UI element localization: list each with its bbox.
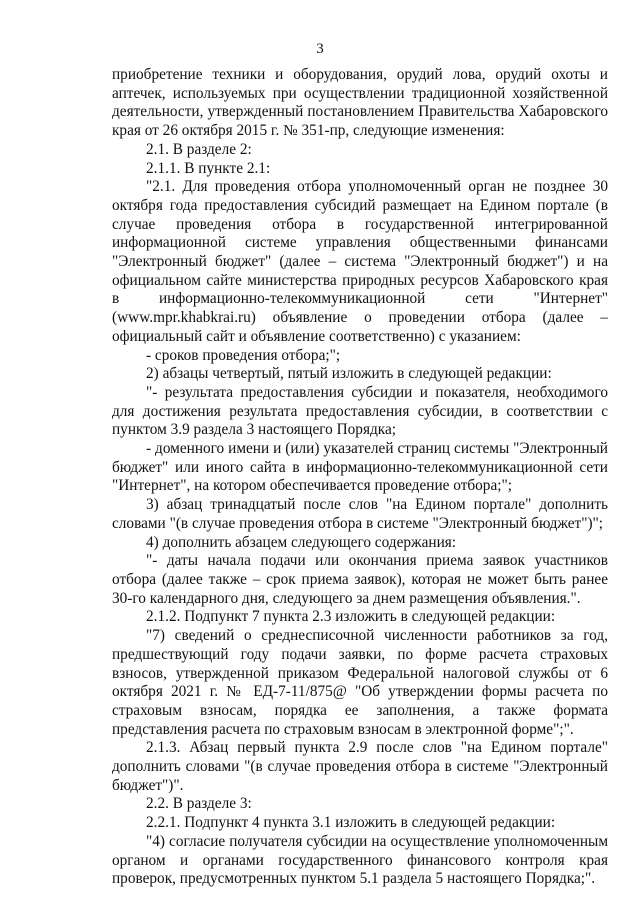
paragraph: 2.1.1. В пункте 2.1: bbox=[146, 159, 271, 177]
paragraph: 2) абзацы четвертый, пятый изложить в следующей редакции: bbox=[146, 365, 552, 383]
paragraph: приобретение техники и оборудования, орудий лова, орудий охоты и аптечек, используемых при осуществлении традиционной хозяйственной деятельности, утвержденный постановлением Правительства Хабаровского края от 26 октября 2015 г. № 351-пр, следующие изменения: bbox=[112, 66, 608, 140]
paragraph: "2.1. Для проведения отбора уполномоченный орган не позднее 30 октября года предоставления субсидий размещает на Едином портале (в случае проведения отбора в государственной интегрированной информационной системе управления общественными финансами "Электронный бюджет" (далее – система "Электронный бюджет") и на официальном сайте министерства природных ресурсов Хабаровского края в информационно-телекоммуникационной сети "Интернет" (www.mpr.khabkrai.ru) объявление о проведении отбора (далее – официальный сайт и объявление соответственно) с указанием: bbox=[112, 178, 608, 345]
document-body bbox=[112, 66, 608, 889]
paragraph: 2.2.1. Подпункт 4 пункта 3.1 изложить в следующей редакции: bbox=[146, 814, 556, 832]
paragraph: "7) сведений о среднесписочной численности работников за год, предшествующий году подачи заявки, по форме расчета страховых взносов, утвержденной приказом Федеральной налоговой службы от 6 октября 2021 г. № ЕД-7-11/875@ "Об утверждении формы расчета по страховым взносам, порядка ее заполнения, а также формата представления расчета по страховым взносам в электронной форме";". bbox=[112, 627, 608, 738]
paragraph: - доменного имени и (или) указателей страниц системы "Электронный бюджет" или иного сайта в информационно-телекоммуникационной сети "Интернет", на котором обеспечивается проведение отбора;"; bbox=[112, 440, 608, 495]
paragraph: 2.1. В разделе 2: bbox=[146, 140, 252, 158]
paragraph: 2.2. В разделе 3: bbox=[146, 795, 252, 813]
paragraph: "- даты начала подачи или окончания приема заявок участников отбора (далее также – срок приема заявок), которая не может быть ранее 30-го календарного дня, следующего за днем размещения объявления.". bbox=[112, 552, 608, 607]
paragraph: 4) дополнить абзацем следующего содержания: bbox=[146, 533, 457, 551]
paragraph: 2.1.3. Абзац первый пункта 2.9 после слов "на Едином портале" дополнить словами "(в случае проведения отбора в системе "Электронный бюджет")". bbox=[112, 739, 608, 794]
paragraph: 2.1.2. Подпункт 7 пункта 2.3 изложить в следующей редакции: bbox=[146, 608, 556, 626]
paragraph: - сроков проведения отбора;"; bbox=[146, 346, 341, 364]
paragraph: "- результата предоставления субсидии и показателя, необходимого для достижения результата предоставления субсидии, в соответствии с пунктом 3.9 раздела 3 настоящего Порядка; bbox=[112, 383, 608, 439]
paragraph: "4) согласие получателя субсидии на осуществление уполномоченным органом и органами государственного финансового контроля края проверок, предусмотренных пунктом 5.1 раздела 5 настоящего Порядка;". bbox=[112, 832, 608, 888]
paragraph: 3) абзац тринадцатый после слов "на Едином портале" дополнить словами "(в случае проведения отбора в системе "Электронный бюджет")"; bbox=[112, 496, 608, 532]
page-number: 3 bbox=[316, 41, 324, 57]
